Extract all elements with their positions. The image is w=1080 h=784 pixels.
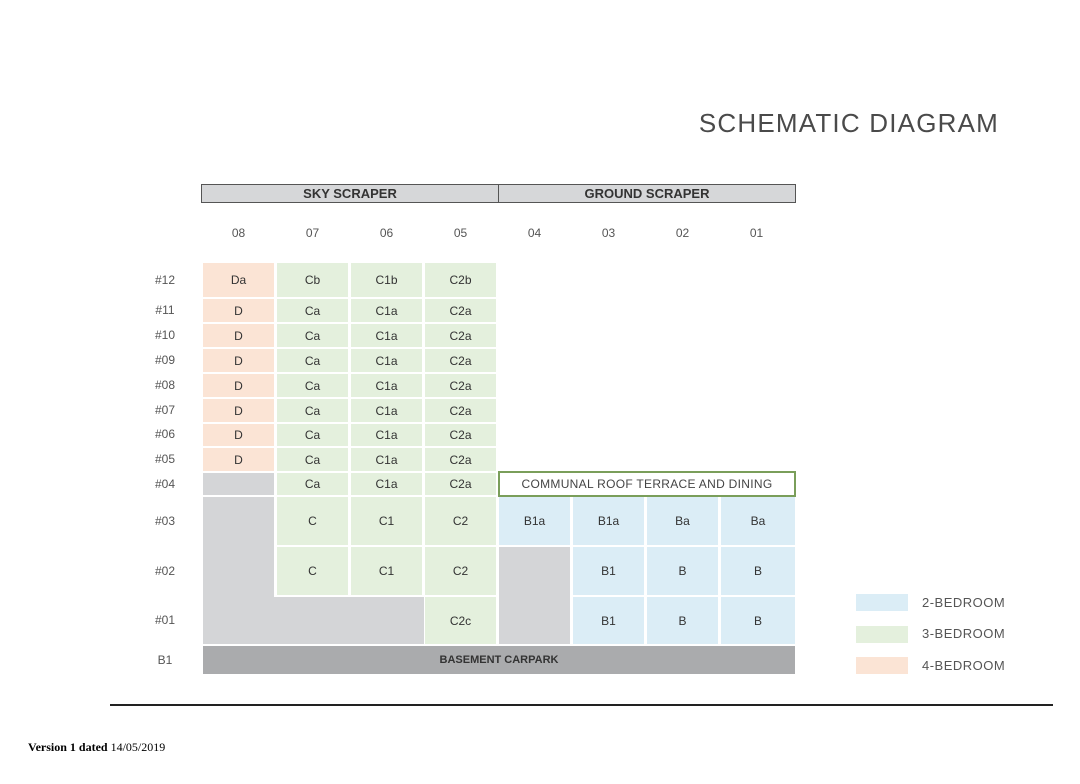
unit-cell: B1 <box>573 547 644 595</box>
unit-cell: C2b <box>425 263 496 297</box>
unit-cell: C1a <box>351 424 422 446</box>
unit-cell: C2a <box>425 299 496 322</box>
floor-label: B1 <box>157 653 173 667</box>
floor-label: #09 <box>154 353 176 367</box>
floor-label: #01 <box>154 613 176 627</box>
unit-cell: C2a <box>425 448 496 471</box>
floor-label: #08 <box>154 378 176 392</box>
unit-cell: C1 <box>351 547 422 595</box>
unit-cell: B <box>721 597 795 644</box>
legend-label: 2-BEDROOM <box>922 595 1006 610</box>
unit-cell: C2a <box>425 399 496 422</box>
floor-label: #07 <box>154 403 176 417</box>
column-label: 03 <box>601 226 616 240</box>
void-cell <box>274 597 424 644</box>
floor-label: #02 <box>154 564 176 578</box>
unit-cell: C1a <box>351 324 422 347</box>
unit-cell: B1a <box>499 497 570 545</box>
unit-cell: B1 <box>573 597 644 644</box>
unit-cell: Ba <box>721 497 795 545</box>
unit-cell: B1a <box>573 497 644 545</box>
column-label: 02 <box>675 226 690 240</box>
unit-cell: C2a <box>425 473 496 495</box>
column-label: 08 <box>231 226 246 240</box>
floor-label: #12 <box>154 273 176 287</box>
unit-cell: Ca <box>277 374 348 397</box>
unit-cell: D <box>203 349 274 372</box>
unit-cell: C2a <box>425 324 496 347</box>
legend-swatch-2-bedroom <box>856 594 908 611</box>
column-label: 07 <box>305 226 320 240</box>
void-cell <box>203 497 274 644</box>
unit-cell: Ca <box>277 424 348 446</box>
unit-cell: C1a <box>351 374 422 397</box>
legend-swatch-4-bedroom <box>856 657 908 674</box>
unit-cell: Ca <box>277 324 348 347</box>
unit-cell: Ca <box>277 473 348 495</box>
unit-cell: B <box>721 547 795 595</box>
unit-cell: C <box>277 497 348 545</box>
unit-cell: C1b <box>351 263 422 297</box>
legend-label: 4-BEDROOM <box>922 658 1006 673</box>
unit-cell: C2 <box>425 497 496 545</box>
void-cell <box>203 473 274 495</box>
floor-label: #06 <box>154 427 176 441</box>
column-label: 01 <box>749 226 764 240</box>
unit-cell: Ca <box>277 299 348 322</box>
ground-scraper-header: GROUND SCRAPER <box>498 184 796 203</box>
floor-label: #11 <box>155 303 175 317</box>
floor-label: #05 <box>154 452 176 466</box>
unit-cell: D <box>203 324 274 347</box>
unit-cell: C1a <box>351 399 422 422</box>
unit-cell: C1a <box>351 473 422 495</box>
column-label: 06 <box>379 226 394 240</box>
unit-cell: C2c <box>425 597 496 644</box>
floor-label: #03 <box>154 514 176 528</box>
version-text: Version 1 dated <box>28 740 108 754</box>
column-label: 05 <box>453 226 468 240</box>
communal-roof-terrace: COMMUNAL ROOF TERRACE AND DINING <box>498 471 796 497</box>
column-label: 04 <box>527 226 542 240</box>
unit-cell: C1a <box>351 349 422 372</box>
footer-divider <box>110 704 1053 706</box>
unit-cell: C1a <box>351 299 422 322</box>
unit-cell: C2a <box>425 374 496 397</box>
basement-carpark: BASEMENT CARPARK <box>203 646 795 674</box>
unit-cell: D <box>203 448 274 471</box>
unit-cell: Cb <box>277 263 348 297</box>
unit-cell: Ca <box>277 399 348 422</box>
unit-cell: C2 <box>425 547 496 595</box>
sky-scraper-header: SKY SCRAPER <box>201 184 499 203</box>
floor-label: #10 <box>154 328 176 342</box>
legend-swatch-3-bedroom <box>856 626 908 643</box>
version-date: 14/05/2019 <box>110 740 166 754</box>
page-title: SCHEMATIC DIAGRAM <box>698 108 999 138</box>
unit-cell: Da <box>203 263 274 297</box>
void-cell <box>499 547 570 644</box>
unit-cell: Ba <box>647 497 718 545</box>
unit-cell: C <box>277 547 348 595</box>
unit-cell: Ca <box>277 448 348 471</box>
unit-cell: Ca <box>277 349 348 372</box>
legend-label: 3-BEDROOM <box>922 626 1006 641</box>
unit-cell: C2a <box>425 424 496 446</box>
unit-cell: B <box>647 547 718 595</box>
unit-cell: C1a <box>351 448 422 471</box>
unit-cell: D <box>203 299 274 322</box>
unit-cell: D <box>203 424 274 446</box>
unit-cell: B <box>647 597 718 644</box>
version-note <box>28 740 165 755</box>
floor-label: #04 <box>154 477 176 491</box>
unit-cell: D <box>203 374 274 397</box>
unit-cell: C2a <box>425 349 496 372</box>
unit-cell: D <box>203 399 274 422</box>
unit-cell: C1 <box>351 497 422 545</box>
